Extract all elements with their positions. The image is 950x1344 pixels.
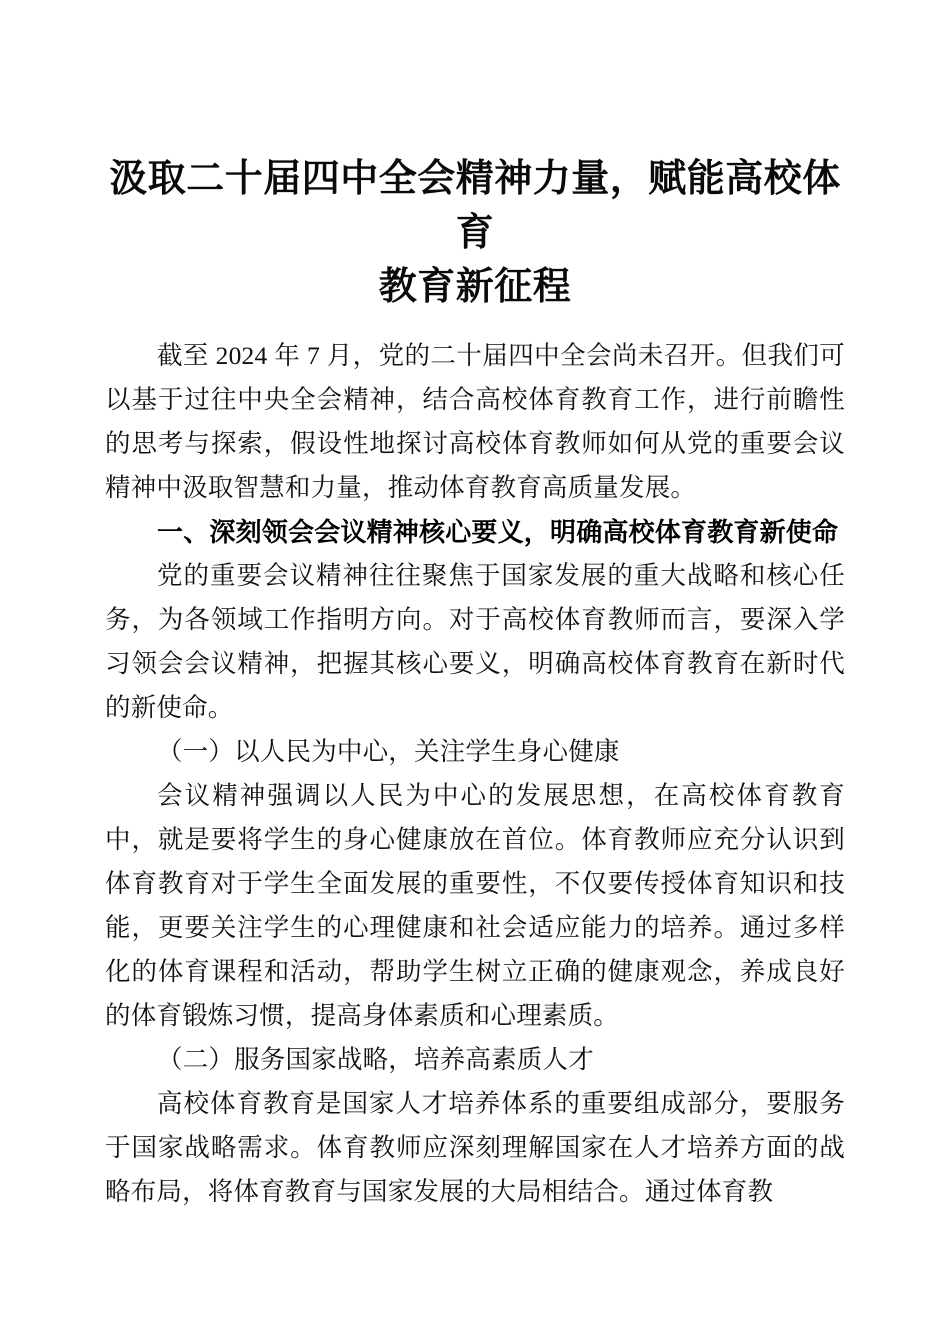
sub-heading-one: （一）以人民为中心，关注学生身心健康 — [157, 737, 620, 766]
section-one-paragraph: 党的重要会议精神往往聚焦于国家发展的重大战略和核心任务，为各领域工作指明方向。对于高校体育教师而言，要深入学习领会会议精神，把握其核心要义，明确高校体育教育在新时代的新使命。 — [105, 561, 845, 722]
sub-one-paragraph: 会议精神强调以人民为中心的发展思想，在高校体育教育中，就是要将学生的身心健康放在首位。体育教师应充分认识到体育教育对于学生全面发展的重要性，不仅要传授体育知识和技能，更要关注学生的心理健康和社会适应能力的培养。通过多样化的体育课程和活动，帮助学生树立正确的健康观念，养成良好的体育锻炼习惯，提高身体素质和心理素质。 — [105, 781, 845, 1030]
sub-heading-two: （二）服务国家战略，培养高素质人才 — [157, 1045, 594, 1074]
document-content — [105, 152, 845, 1214]
page-title-line-1: 汲取二十届四中全会精神力量，赋能高校体育 — [109, 158, 841, 254]
section-heading-one: 一、深刻领会会议精神核心要义，明确高校体育教育新使命 — [157, 517, 839, 547]
sub-two-paragraph: 高校体育教育是国家人才培养体系的重要组成部分，要服务于国家战略需求。体育教师应深刻理解国家在人才培养方面的战略布局，将体育教育与国家发展的大局相结合。通过体育教 — [105, 1089, 845, 1206]
intro-paragraph: 截至 2024 年 7 月，党的二十届四中全会尚未召开。但我们可以基于过往中央全会精神，结合高校体育教育工作，进行前瞻性的思考与探索，假设性地探讨高校体育教师如何从党的重要会议精神中汲取智慧和力量，推动体育教育高质量发展。 — [105, 341, 845, 502]
page-title-line-2: 教育新征程 — [378, 266, 572, 308]
page-title — [105, 152, 845, 314]
